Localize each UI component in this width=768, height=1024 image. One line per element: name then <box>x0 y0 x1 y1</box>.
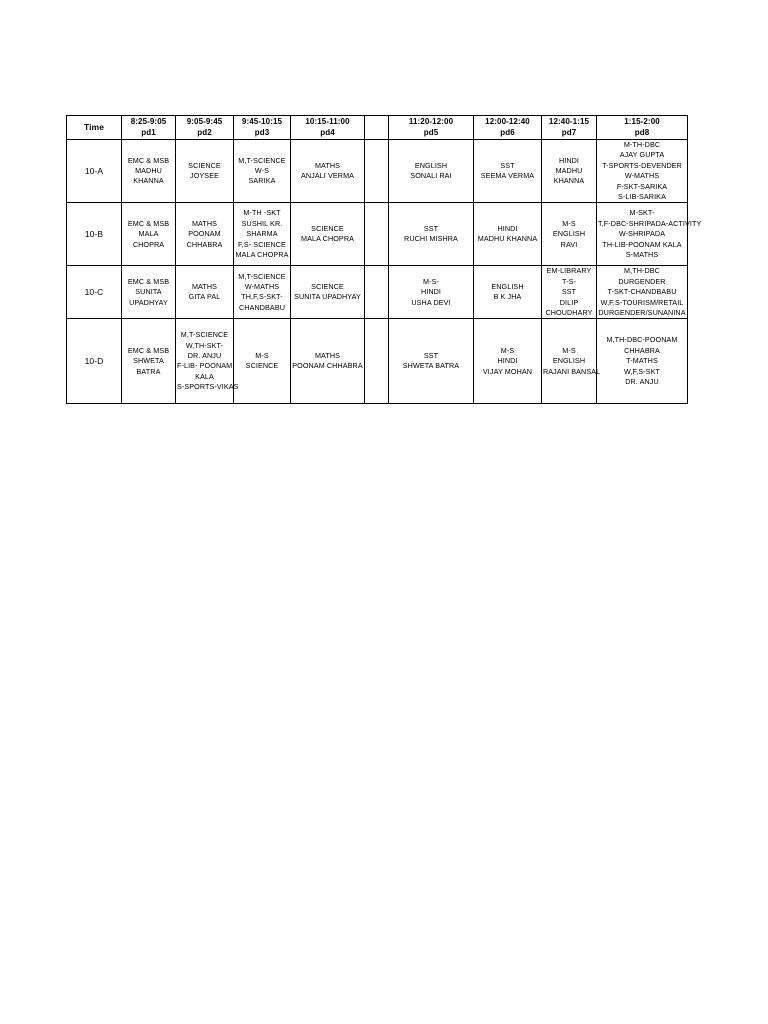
class-row <box>67 203 688 266</box>
cell-text-line: SUNITA <box>135 287 162 297</box>
cell-text-line: MATHS <box>191 218 218 228</box>
cell-text-line: T-SKT-CHANDBABU <box>607 287 677 297</box>
cell-text-line: W-SHRIPADA <box>618 229 666 239</box>
period-label: pd7 <box>561 127 577 137</box>
cell-text-line: T-MATHS <box>626 356 658 366</box>
period-time: 1:15-2:00 <box>624 117 660 126</box>
period-cell <box>234 203 291 266</box>
period-cell <box>176 140 234 203</box>
cell-text-line: M-S <box>562 345 576 355</box>
cell-text-line: MATHS <box>314 160 341 170</box>
period-header <box>234 116 291 140</box>
period-header <box>597 116 688 140</box>
cell-text-line: MALA CHOPRA <box>235 250 289 260</box>
cell-text-line: SCIENCE <box>245 361 279 371</box>
cell-text-line: HINDI <box>497 224 518 234</box>
cell-text-line: RAVI <box>560 239 578 249</box>
class-label: 10-D <box>67 319 122 404</box>
cell-text-line: S-MATHS <box>625 250 659 260</box>
period-header <box>542 116 597 140</box>
cell-text-line: CHOUDHARY <box>545 308 593 318</box>
cell-text-line: ENGLISH <box>491 282 524 292</box>
cell-text-line: MADHU <box>555 166 583 176</box>
cell-text-line: MATHS <box>314 351 341 361</box>
period-label: pd2 <box>197 127 212 137</box>
period-cell <box>122 203 176 266</box>
cell-text-line: SHWETA BATRA <box>402 361 460 371</box>
period-cell <box>542 319 601 404</box>
period-cell <box>597 266 688 319</box>
cell-text-line: SCIENCE <box>188 160 221 170</box>
cell-text-line: M-TH -SKT <box>243 208 281 218</box>
cell-text-line: RUCHI MISHRA <box>404 234 458 244</box>
period-cell <box>474 203 542 266</box>
cell-text-line: KALA <box>195 371 214 381</box>
class-row <box>67 140 688 203</box>
cell-text-line: UPADHYAY <box>129 297 168 307</box>
cell-text-line: TH-LIB-POONAM KALA <box>602 239 682 249</box>
period-cell <box>234 266 291 319</box>
cell-text-line: MADHU KHANNA <box>477 234 538 244</box>
cell-text-line: SST <box>561 287 577 297</box>
period-cell <box>389 319 474 404</box>
cell-text-line: S-SPORTS-VIKAS <box>177 382 239 392</box>
cell-text-line: HINDI <box>558 155 580 165</box>
cell-text-line: W,TH-SKT- <box>185 340 224 350</box>
cell-text-line: ENGLISH <box>552 229 586 239</box>
period-cell <box>597 203 702 266</box>
cell-text-line: DILIP <box>559 297 579 307</box>
cell-text-line: CHANDBABU <box>238 302 286 312</box>
cell-text-line: T-SPORTS-DEVENDER <box>602 160 682 170</box>
cell-text-line: CHHABRA <box>186 239 223 249</box>
cell-text-line: W,F,S-SKT <box>623 366 661 376</box>
period-cell <box>365 203 389 266</box>
cell-text-line: SST <box>423 351 439 361</box>
period-time: 9:05-9:45 <box>186 117 223 126</box>
period-cell <box>291 266 365 319</box>
period-cell <box>542 203 597 266</box>
cell-text-line: KHANNA <box>553 176 585 186</box>
cell-text-line: CHOPRA <box>132 239 165 249</box>
cell-text-line: MADHU <box>135 166 162 176</box>
cell-text-line: SONALI RAI <box>410 171 452 181</box>
period-time: 12:00-12:40 <box>485 117 530 126</box>
cell-text-line: W-MATHS <box>624 171 660 181</box>
period-cell <box>176 266 234 319</box>
period-cell <box>542 140 597 203</box>
period-label: pd8 <box>634 127 650 137</box>
cell-text-line: M,TH-DBC-POONAM <box>606 335 678 345</box>
period-cell <box>122 266 176 319</box>
time-header: Time <box>67 116 122 140</box>
cell-text-line: TH,F,S-SKT- <box>241 292 283 302</box>
cell-text-line: DURGENDER <box>618 276 666 286</box>
period-header <box>291 116 365 140</box>
period-header <box>365 116 389 140</box>
period-cell <box>176 319 239 404</box>
period-cell <box>474 319 542 404</box>
cell-text-line: VIJAY MOHAN <box>482 366 533 376</box>
period-label: pd5 <box>423 127 439 137</box>
cell-text-line: JOYSEE <box>190 171 219 181</box>
cell-text-line: W-MATHS <box>244 282 280 292</box>
class-label: 10-A <box>67 140 122 203</box>
cell-text-line: EMC & MSB <box>127 345 170 355</box>
cell-text-line: KHANNA <box>133 176 164 186</box>
period-cell <box>597 140 688 203</box>
cell-text-line: AJAY GUPTA <box>619 150 665 160</box>
cell-text-line: ENGLISH <box>414 160 448 170</box>
period-cell <box>389 140 474 203</box>
cell-text-line: M,T-SCIENCE <box>238 155 286 165</box>
cell-text-line: M-TH-DBC <box>623 140 661 149</box>
period-time: 10:15-11:00 <box>305 117 350 126</box>
period-cell <box>122 140 176 203</box>
period-label: pd1 <box>141 127 156 137</box>
cell-text-line: M,TH-DBC <box>624 266 660 276</box>
cell-text-line: DURGENDER/SUNANINA <box>598 308 686 318</box>
cell-text-line: USHA DEVI <box>411 297 451 307</box>
cell-text-line: ENGLISH <box>552 356 586 366</box>
period-label: pd3 <box>254 127 270 137</box>
cell-text-line: BATRA <box>136 366 161 376</box>
period-cell <box>474 140 542 203</box>
cell-text-line: SST <box>423 224 439 234</box>
period-label: pd6 <box>500 127 515 137</box>
cell-text-line: SHARMA <box>246 229 278 239</box>
class-label: 10-C <box>67 266 122 319</box>
cell-text-line: ANJALI VERMA <box>300 171 355 181</box>
period-cell <box>365 319 389 404</box>
cell-text-line: F-LIB- POONAM <box>177 361 233 371</box>
cell-text-line: EMC & MSB <box>127 155 170 165</box>
cell-text-line: M,T-SCIENCE <box>238 271 286 281</box>
period-header <box>122 116 176 140</box>
cell-text-line: M-S- <box>423 276 439 286</box>
period-cell <box>176 203 234 266</box>
period-time: 12:40-1:15 <box>548 117 590 126</box>
cell-text-line: MALA <box>138 229 159 239</box>
cell-text-line: SUNITA UPADHYAY <box>294 292 361 302</box>
period-header <box>389 116 474 140</box>
cell-text-line: M,T-SCIENCE <box>180 330 229 340</box>
cell-text-line: EMC & MSB <box>127 276 170 286</box>
cell-text-line: MALA CHOPRA <box>300 234 355 244</box>
cell-text-line: W-S <box>254 166 270 176</box>
cell-text-line: M-S <box>255 351 269 361</box>
period-cell <box>291 203 365 266</box>
cell-text-line: CHHABRA <box>624 345 660 355</box>
period-cell <box>597 319 688 404</box>
class-row <box>67 319 688 404</box>
cell-text-line: DR. ANJU <box>625 377 659 387</box>
cell-text-line: EMC & MSB <box>127 218 170 228</box>
period-time: 11:20-12:00 <box>408 117 454 126</box>
cell-text-line: POONAM <box>188 229 221 239</box>
cell-text-line: MATHS <box>191 282 218 292</box>
cell-text-line: M-S <box>500 345 515 355</box>
period-header <box>176 116 234 140</box>
timetable <box>66 115 702 404</box>
cell-text-line: M-SKT- <box>629 208 655 218</box>
class-label: 10-B <box>67 203 122 266</box>
period-header <box>474 116 542 140</box>
period-cell <box>365 140 389 203</box>
period-cell <box>291 140 365 203</box>
cell-text-line: POONAM CHHABRA <box>292 361 363 371</box>
cell-text-line: T-S- <box>562 276 576 286</box>
cell-text-line: DR. ANJU <box>187 351 222 361</box>
cell-text-line: W,F,S-TOURISM/RETAIL <box>600 297 684 307</box>
header-row <box>67 116 688 140</box>
cell-text-line: SCIENCE <box>311 282 344 292</box>
cell-text-line: F-SKT-SARIKA <box>616 181 668 191</box>
cell-text-line: SUSHIL KR. <box>241 218 283 228</box>
cell-text-line: SCIENCE <box>311 224 344 234</box>
cell-text-line: HINDI <box>420 287 442 297</box>
cell-text-line: SARIKA <box>248 176 276 186</box>
period-cell <box>389 203 474 266</box>
cell-text-line: T,F-DBC-SHRIPADA-ACTIVITY <box>598 218 702 228</box>
period-label: pd4 <box>320 127 335 137</box>
cell-text-line: HINDI <box>497 356 518 366</box>
period-cell <box>291 319 365 404</box>
period-time: 8:25-9:05 <box>130 117 167 126</box>
period-time: 9:45-10:15 <box>241 117 283 126</box>
period-cell <box>542 266 597 319</box>
period-cell <box>234 140 291 203</box>
cell-text-line: EM-LIBRARY <box>546 266 592 276</box>
period-cell <box>389 266 474 319</box>
period-cell <box>474 266 542 319</box>
cell-text-line: M-S <box>562 218 576 228</box>
cell-text-line: GITA PAL <box>188 292 221 302</box>
cell-text-line: RAJANI BANSAL <box>543 366 601 376</box>
cell-text-line: SST <box>500 160 515 170</box>
cell-text-line: SHWETA <box>133 356 164 366</box>
class-row <box>67 266 688 319</box>
period-cell <box>122 319 176 404</box>
period-cell <box>365 266 389 319</box>
cell-text-line: F,S- SCIENCE <box>238 239 286 249</box>
period-cell <box>234 319 291 404</box>
cell-text-line: SEEMA VERMA <box>480 171 535 181</box>
cell-text-line: S-LIB-SARIKA <box>618 192 666 202</box>
cell-text-line: B K JHA <box>493 292 522 302</box>
